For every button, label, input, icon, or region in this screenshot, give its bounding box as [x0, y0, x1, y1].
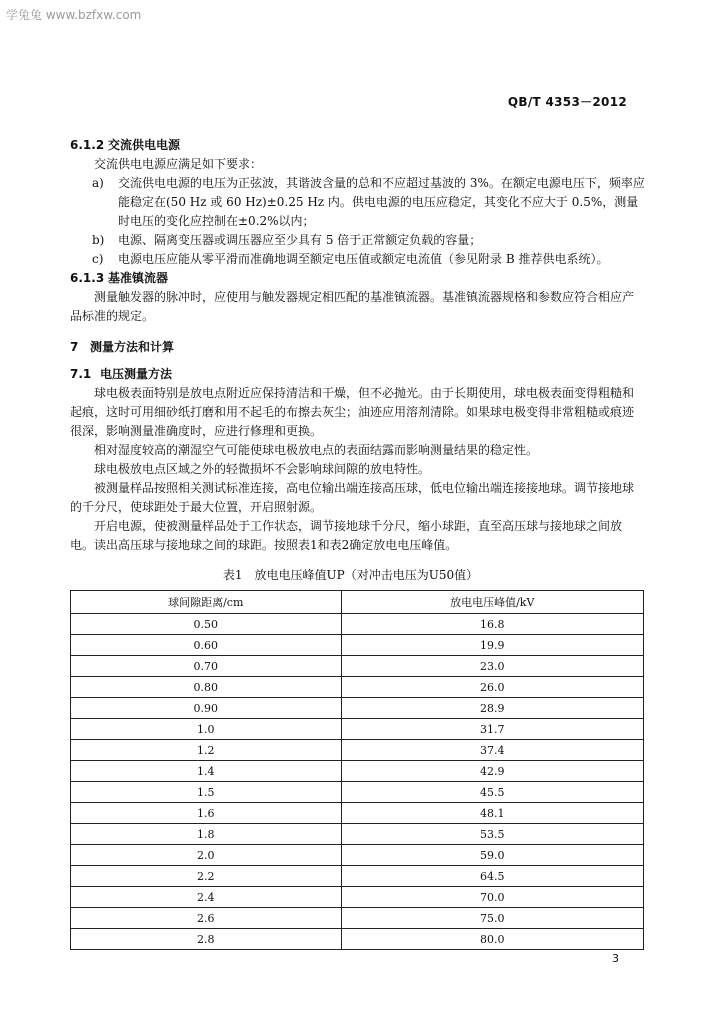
- gap-distance-cell: 1.0: [71, 719, 342, 740]
- gap-distance-cell: 0.70: [71, 656, 342, 677]
- section-paragraph: 测量触发器的脉冲时，应使用与触发器规定相匹配的基准镇流器。基准镇流器规格和参数应符合相应产品标准的规定。: [70, 290, 635, 323]
- voltage-cell: 70.0: [341, 887, 643, 908]
- gap-distance-cell: 1.8: [71, 824, 342, 845]
- section-6-1-3-body: [70, 288, 645, 326]
- table-row: [71, 698, 644, 719]
- section-intro: 交流供电电源应满足如下要求：: [94, 157, 263, 171]
- list-mark: a): [92, 176, 104, 190]
- list-item-b: [70, 231, 645, 250]
- table-row: [71, 656, 644, 677]
- table-row: [71, 677, 644, 698]
- gap-distance-cell: 1.4: [71, 761, 342, 782]
- gap-distance-cell: 2.2: [71, 866, 342, 887]
- standard-code: QB/T 4353－2012: [507, 95, 627, 109]
- section-paragraph: 被测量样品按照相关测试标准连接，高电位输出端连接高压球，低电位输出端连接接地球。调节接地球的千分尺，使球距处于最大位置，开启照射源。: [70, 481, 635, 514]
- gap-distance-cell: 1.2: [71, 740, 342, 761]
- voltage-cell: 53.5: [341, 824, 643, 845]
- table-row: [71, 908, 644, 929]
- gap-distance-cell: 2.8: [71, 929, 342, 950]
- site-watermark: 学兔兔 www.bzfxw.com: [6, 8, 142, 22]
- section-6-1-2-heading: [70, 136, 180, 153]
- section-title: 电压测量方法: [100, 367, 173, 381]
- voltage-cell: 42.9: [341, 761, 643, 782]
- section-number: 6.1.3: [70, 271, 105, 285]
- list-text: 交流供电电源的电压为正弦波，其谐波含量的总和不应超过基波的 3%。在额定电源电压下，频率应能稳定在(50 Hz 或 60 Hz)±0.25 Hz 内。供电电源的电压应稳定，其变化不应大于 0.5%，测量时电压的变化应控制在±0.2%以内；: [118, 176, 645, 228]
- table-row: [71, 761, 644, 782]
- section-7-1-heading: [70, 365, 172, 382]
- voltage-cell: 16.8: [341, 614, 643, 635]
- section-7-1-body: [70, 384, 645, 555]
- section-paragraph: 开启电源，使被测量样品处于工作状态，调节接地球千分尺，缩小球距，直至高压球与接地球之间放电。读出高压球与接地球之间的球距。按照表1和表2确定放电电压峰值。: [70, 519, 623, 552]
- table-row: [71, 929, 644, 950]
- voltage-cell: 37.4: [341, 740, 643, 761]
- table-row: [71, 824, 644, 845]
- section-6-1-3-heading: [70, 269, 168, 286]
- table-row: [71, 866, 644, 887]
- table-row: [71, 614, 644, 635]
- gap-distance-cell: 2.4: [71, 887, 342, 908]
- voltage-cell: 23.0: [341, 656, 643, 677]
- section-number: 7.1: [70, 367, 92, 381]
- gap-distance-cell: 0.50: [71, 614, 342, 635]
- list-mark: c): [92, 252, 104, 266]
- voltage-cell: 59.0: [341, 845, 643, 866]
- voltage-cell: 75.0: [341, 908, 643, 929]
- discharge-voltage-table: [70, 590, 644, 950]
- voltage-cell: 64.5: [341, 866, 643, 887]
- gap-distance-cell: 1.6: [71, 803, 342, 824]
- section-paragraph: 球电极表面特别是放电点附近应保持清洁和干燥，但不必抛光。由于长期使用，球电极表面变得粗糙和起痕，这时可用细砂纸打磨和用不起毛的布擦去灰尘；油迹应用溶剂清除。如果球电极变得非常粗糙或痕迹很深，影响测量准确度时，应进行修理和更换。: [70, 386, 635, 438]
- section-6-1-2-body: [70, 155, 645, 269]
- gap-distance-cell: 0.80: [71, 677, 342, 698]
- section-7-heading: [70, 338, 174, 355]
- table-row: [71, 635, 644, 656]
- list-text: 电源电压应能从零平滑而准确地调至额定电压值或额定电流值（参见附录 B 推荐供电系统）。: [118, 252, 609, 266]
- page-number: 3: [612, 952, 619, 965]
- section-paragraph: 相对湿度较高的潮湿空气可能使球电极放电点的表面结露而影响测量结果的稳定性。: [94, 443, 539, 457]
- list-text: 电源、隔离变压器或调压器应至少具有 5 倍于正常额定负载的容量；: [118, 233, 482, 247]
- section-number: 6.1.2: [70, 138, 105, 152]
- section-paragraph: 球电极放电点区域之外的轻微损坏不会影响球间隙的放电特性。: [94, 462, 431, 476]
- table-row: [71, 782, 644, 803]
- table-header-row: [71, 591, 644, 614]
- voltage-cell: 26.0: [341, 677, 643, 698]
- voltage-cell: 48.1: [341, 803, 643, 824]
- gap-distance-cell: 0.90: [71, 698, 342, 719]
- table-body: [71, 614, 644, 950]
- gap-distance-cell: 2.6: [71, 908, 342, 929]
- table-row: [71, 719, 644, 740]
- column-header-gap: 球间隙距离/cm: [71, 591, 342, 614]
- voltage-cell: 28.9: [341, 698, 643, 719]
- gap-distance-cell: 1.5: [71, 782, 342, 803]
- section-number: 7: [70, 340, 79, 354]
- voltage-cell: 19.9: [341, 635, 643, 656]
- list-mark: b): [92, 233, 105, 247]
- section-title: 测量方法和计算: [90, 340, 175, 354]
- table-row: [71, 845, 644, 866]
- column-header-voltage: 放电电压峰值/kV: [341, 591, 643, 614]
- gap-distance-cell: 0.60: [71, 635, 342, 656]
- list-item-a: [70, 174, 645, 231]
- section-title: 交流供电电源: [108, 138, 181, 152]
- voltage-cell: 80.0: [341, 929, 643, 950]
- table-row: [71, 740, 644, 761]
- list-item-c: [70, 250, 645, 269]
- voltage-cell: 45.5: [341, 782, 643, 803]
- gap-distance-cell: 2.0: [71, 845, 342, 866]
- voltage-cell: 31.7: [341, 719, 643, 740]
- section-title: 基准镇流器: [108, 271, 169, 285]
- table-row: [71, 803, 644, 824]
- table-row: [71, 887, 644, 908]
- table-caption: 表1 放电电压峰值UP（对冲击电压为U50值）: [222, 568, 479, 582]
